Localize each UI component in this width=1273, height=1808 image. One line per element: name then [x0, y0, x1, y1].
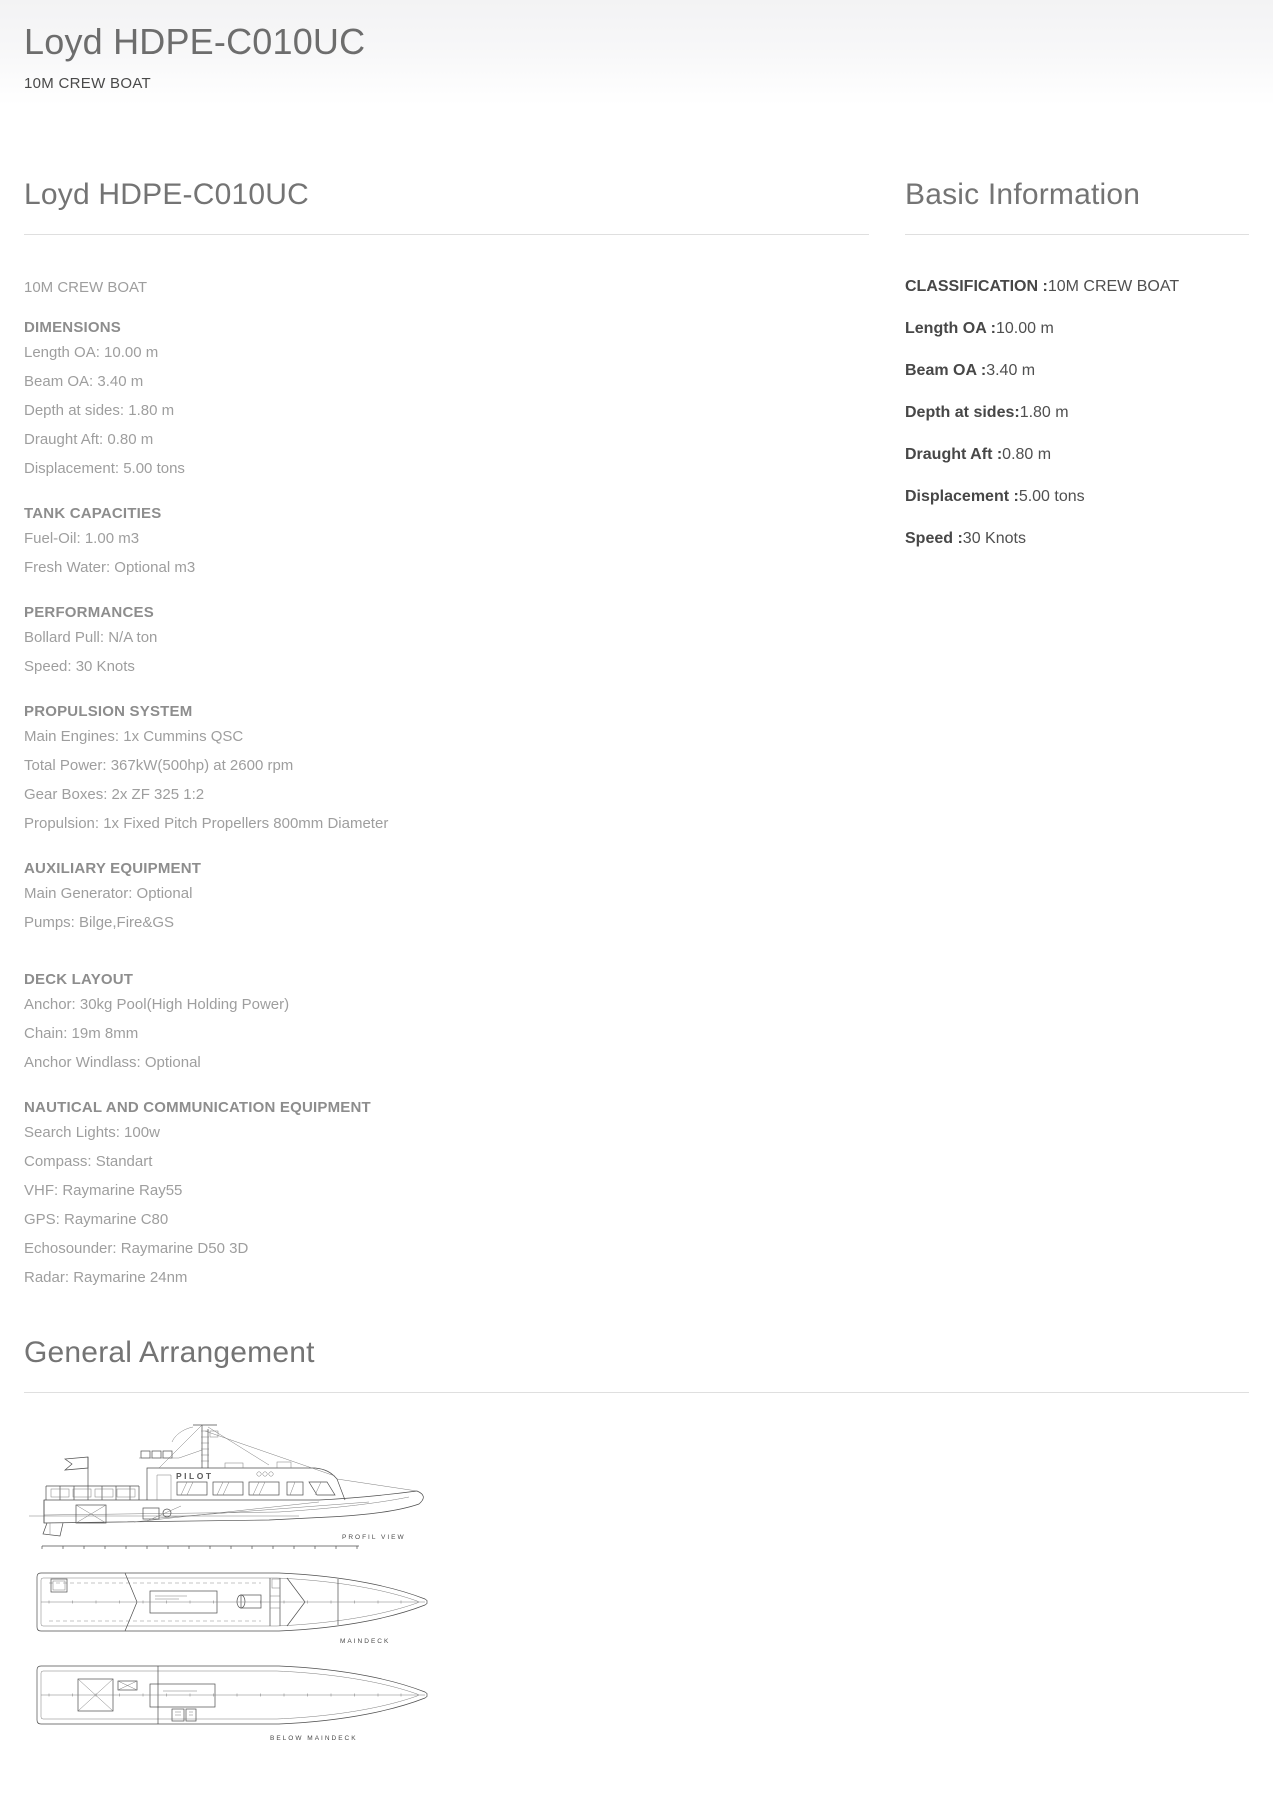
spec-section-tank-capacities [24, 504, 869, 582]
spec-line: Main Engines: 1x Cummins QSC [24, 728, 244, 745]
spec-section-title: NAUTICAL AND COMMUNICATION EQUIPMENT [24, 1099, 371, 1116]
divider [905, 234, 1249, 235]
boat-marking: PILOT [176, 1471, 214, 1481]
page-title: Loyd HDPE-C010UC [24, 21, 366, 62]
spec-line: GPS: Raymarine C80 [24, 1211, 169, 1228]
spec-section-dimensions [24, 318, 869, 483]
spec-line: Pumps: Bilge,Fire&GS [24, 914, 175, 931]
spec-line: Draught Aft: 0.80 m [24, 431, 154, 448]
spec-line: Length OA: 10.00 m [24, 344, 159, 361]
info-value: 10.00 m [995, 320, 1054, 337]
info-item [905, 485, 1249, 508]
general-arrangement-section [24, 1336, 1249, 1744]
basic-info-section [905, 105, 1249, 569]
spec-section-nautical [24, 1098, 869, 1292]
info-label: Speed : [905, 530, 963, 547]
spec-section-title: PROPULSION SYSTEM [24, 703, 193, 720]
info-value: 10M CREW BOAT [1047, 278, 1180, 295]
below-maindeck-drawing [29, 1662, 449, 1744]
spec-section-deck-layout [24, 970, 869, 1077]
info-item [905, 401, 1249, 424]
page-header [0, 0, 1273, 105]
info-label: Depth at sides: [905, 404, 1020, 421]
basic-info-list [905, 275, 1249, 550]
info-value: 0.80 m [1002, 446, 1052, 463]
info-label: Draught Aft : [905, 446, 1003, 463]
spec-section-propulsion [24, 702, 869, 838]
spec-line: VHF: Raymarine Ray55 [24, 1182, 183, 1199]
info-item [905, 317, 1249, 340]
page-subtitle: 10M CREW BOAT [24, 75, 151, 92]
specs-classification: 10M CREW BOAT [24, 279, 148, 296]
drawing-label: PROFIL VIEW [342, 1534, 406, 1541]
spec-section-auxiliary [24, 859, 869, 937]
spec-line: Anchor: 30kg Pool(High Holding Power) [24, 996, 290, 1013]
info-value: 1.80 m [1019, 404, 1069, 421]
profile-view-drawing [29, 1405, 449, 1552]
spec-line: Depth at sides: 1.80 m [24, 402, 175, 419]
info-item [905, 359, 1249, 382]
divider [24, 234, 869, 235]
drawings [24, 1393, 1249, 1744]
spec-line: Speed: 30 Knots [24, 658, 135, 675]
drawing-label: BELOW MAINDECK [270, 1735, 358, 1742]
drawing-label: MAINDECK [340, 1638, 391, 1645]
specs-section [24, 105, 869, 1292]
spec-section-title: TANK CAPACITIES [24, 505, 162, 522]
main-content [0, 105, 1273, 1762]
spec-line: Compass: Standart [24, 1153, 153, 1170]
spec-line: Echosounder: Raymarine D50 3D [24, 1240, 249, 1257]
spec-section-performances [24, 603, 869, 681]
spec-line: Total Power: 367kW(500hp) at 2600 rpm [24, 757, 294, 774]
info-item [905, 527, 1249, 550]
spec-line: Propulsion: 1x Fixed Pitch Propellers 800mm Diameter [24, 815, 389, 832]
spec-line: Fuel-Oil: 1.00 m3 [24, 530, 140, 547]
spec-line: Beam OA: 3.40 m [24, 373, 144, 390]
spec-line: Search Lights: 100w [24, 1124, 160, 1141]
two-column-layout [24, 105, 1249, 1292]
spec-section-title: DECK LAYOUT [24, 971, 134, 988]
spec-line: Chain: 19m 8mm [24, 1025, 139, 1042]
spec-section-title: PERFORMANCES [24, 604, 154, 621]
spec-line: Main Generator: Optional [24, 885, 193, 902]
info-label: Beam OA : [905, 362, 987, 379]
specs-heading: Loyd HDPE-C010UC [24, 178, 309, 211]
basic-info-heading: Basic Information [905, 178, 1141, 211]
spec-line: Fresh Water: Optional m3 [24, 559, 196, 576]
info-label: CLASSIFICATION : [905, 278, 1048, 295]
spec-section-title: DIMENSIONS [24, 319, 122, 336]
info-value: 5.00 tons [1018, 488, 1085, 505]
spec-line: Displacement: 5.00 tons [24, 460, 185, 477]
spec-line: Radar: Raymarine 24nm [24, 1269, 188, 1286]
spec-line: Anchor Windlass: Optional [24, 1054, 201, 1071]
info-item [905, 275, 1249, 298]
spec-line: Gear Boxes: 2x ZF 325 1:2 [24, 786, 205, 803]
spec-line: Bollard Pull: N/A ton [24, 629, 158, 646]
spec-section-title: AUXILIARY EQUIPMENT [24, 860, 202, 877]
info-value: 3.40 m [986, 362, 1036, 379]
info-value: 30 Knots [962, 530, 1026, 547]
info-label: Displacement : [905, 488, 1019, 505]
maindeck-drawing [29, 1566, 449, 1648]
general-arrangement-heading: General Arrangement [24, 1336, 315, 1369]
info-label: Length OA : [905, 320, 996, 337]
info-item [905, 443, 1249, 466]
